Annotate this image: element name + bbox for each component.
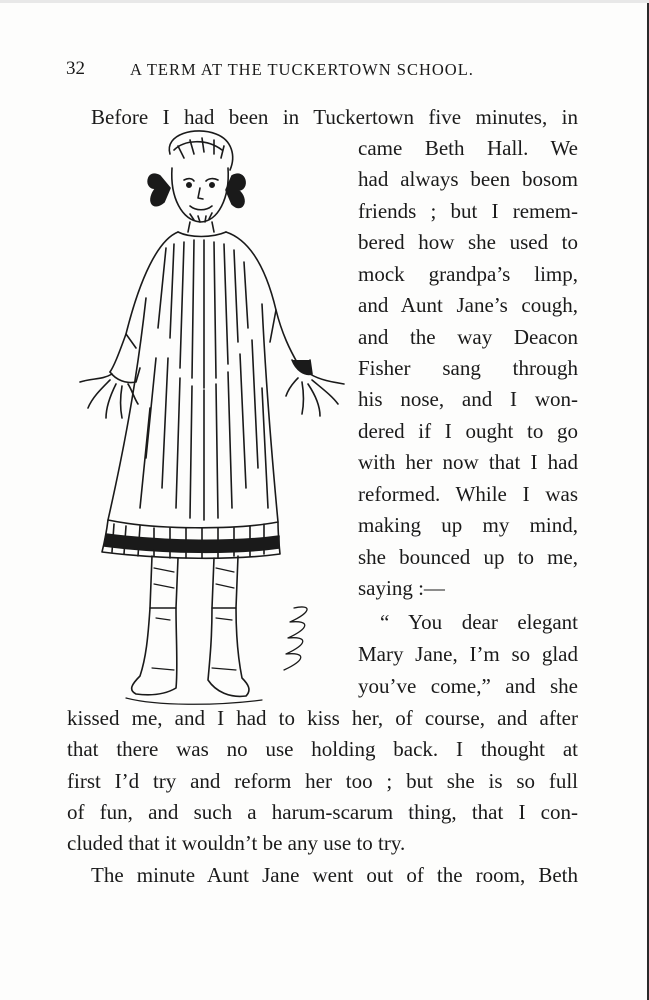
text-line-11: dered if I ought to go: [358, 419, 578, 443]
text-line-21: that there was no use holding back. I thought at: [67, 737, 578, 761]
text-line-25: The minute Aunt Jane went out of the room, Beth: [91, 863, 578, 887]
text-line-14: making up my mind,: [358, 513, 578, 537]
text-line-2: came Beth Hall. We: [358, 136, 578, 160]
text-line-20: kissed me, and I had to kiss her, of course, and after: [67, 706, 578, 730]
text-line-4: friends ; but I remem-: [358, 199, 578, 223]
text-line-22: first I’d try and reform her too ; but she is so full: [67, 769, 578, 793]
text-line-5: bered how she used to: [358, 230, 578, 254]
text-line-12: with her now that I had: [358, 450, 578, 474]
text-line-17: “ You dear elegant: [380, 610, 578, 634]
text-line-13: reformed. While I was: [358, 482, 578, 506]
text-line-16: saying :—: [358, 576, 445, 600]
page-number: 32: [66, 58, 85, 79]
text-line-3: had always been bosom: [358, 167, 578, 191]
girl-illustration: [66, 128, 366, 708]
text-line-18: Mary Jane, I’m so glad: [358, 642, 578, 666]
text-line-6: mock grandpa’s limp,: [358, 262, 578, 286]
text-line-7: and Aunt Jane’s cough,: [358, 293, 578, 317]
motion-lines: [284, 607, 307, 670]
text-line-1: Before I had been in Tuckertown five minutes, in: [91, 105, 578, 129]
text-line-24: cluded that it wouldn’t be any use to try.: [67, 831, 406, 855]
text-line-8: and the way Deacon: [358, 325, 578, 349]
page-header: [66, 58, 586, 84]
text-line-23: of fun, and such a harum-scarum thing, that I con-: [67, 800, 578, 824]
running-title: A TERM AT THE TUCKERTOWN SCHOOL.: [130, 60, 474, 79]
page-top-edge: [0, 0, 649, 3]
text-line-9: Fisher sang through: [358, 356, 578, 380]
text-line-10: his nose, and I won-: [358, 387, 578, 411]
text-line-19: you’ve come,” and she: [358, 674, 578, 698]
text-line-15: she bounced up to me,: [358, 545, 578, 569]
